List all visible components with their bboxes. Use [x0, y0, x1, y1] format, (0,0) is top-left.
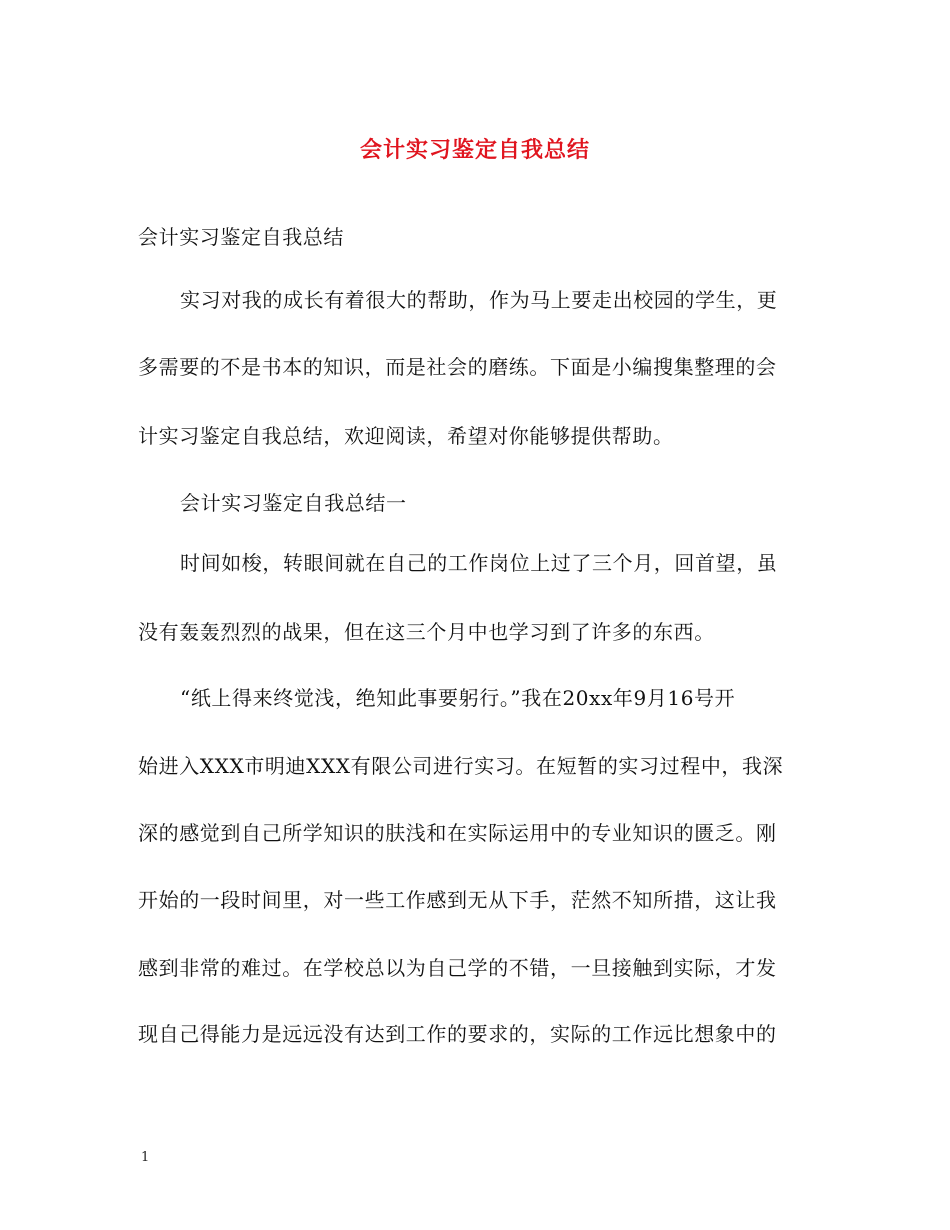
paragraph-line: 没有轰轰烈烈的战果，但在这三个月中也学习到了许多的东西。	[138, 620, 715, 644]
section-heading: 会计实习鉴定自我总结一	[180, 491, 407, 515]
paragraph-line: 感到非常的难过。在学校总以为自己学的不错，一旦接触到实际，才发	[138, 956, 777, 980]
paragraph-line: 时间如梭，转眼间就在自己的工作岗位上过了三个月，回首望，虽	[180, 551, 778, 575]
paragraph-line: 始进入XXX市明迪XXX有限公司进行实习。在短暂的实习过程中，我深	[138, 754, 784, 778]
paragraph-line: 深的感觉到自己所学知识的肤浅和在实际运用中的专业知识的匮乏。刚	[138, 821, 777, 845]
paragraph-line: 现自己得能力是远远没有达到工作的要求的，实际的工作远比想象中的	[138, 1022, 777, 1046]
page-number: 1	[141, 1150, 150, 1165]
paragraph-line: 多需要的不是书本的知识，而是社会的磨练。下面是小编搜集整理的会	[138, 355, 777, 379]
paragraph-line: 实习对我的成长有着很大的帮助，作为马上要走出校园的学生，更	[180, 288, 778, 312]
paragraph-line: 开始的一段时间里，对一些工作感到无从下手，茫然不知所措，这让我	[138, 888, 777, 912]
subtitle-line: 会计实习鉴定自我总结	[138, 225, 344, 249]
paragraph-line: 计实习鉴定自我总结，欢迎阅读，希望对你能够提供帮助。	[138, 424, 674, 448]
page-title: 会计实习鉴定自我总结	[359, 137, 590, 163]
paragraph-line: “纸上得来终觉浅，绝知此事要躬行。”我在20xx年9月16号开	[180, 686, 736, 710]
